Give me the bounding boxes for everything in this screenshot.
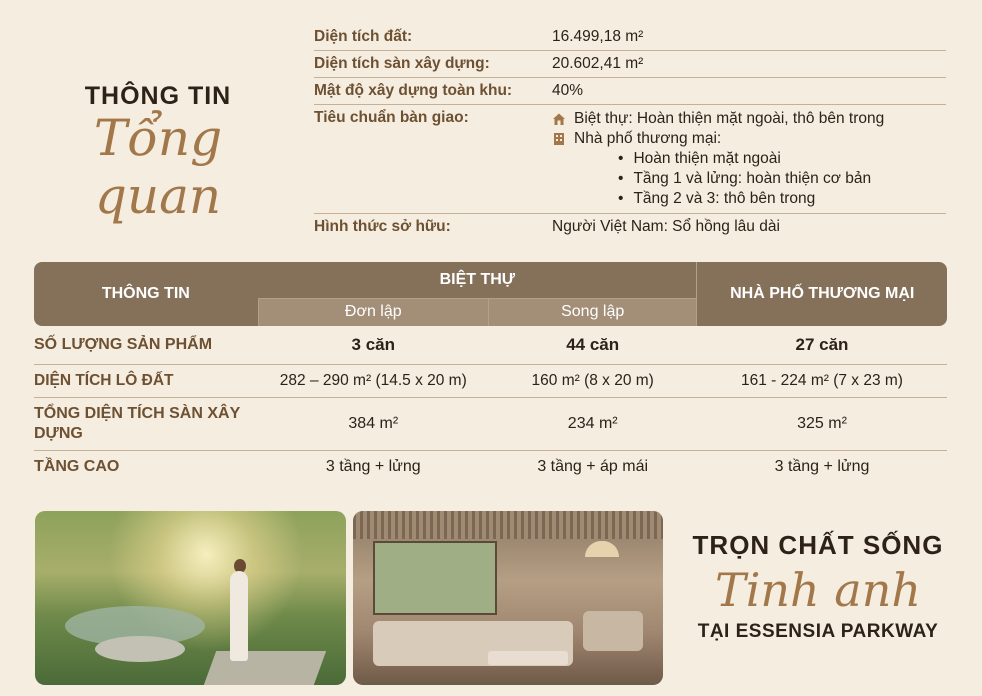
stone-steps: [204, 651, 326, 685]
cell: 3 căn: [258, 326, 488, 365]
table-row: [34, 326, 947, 365]
handover-item: • Tầng 2 và 3: thô bên trong: [552, 189, 946, 209]
window-view: [373, 541, 497, 615]
info-value: 16.499,18 m²: [552, 28, 644, 45]
info-value: 20.602,41 m²: [552, 55, 644, 72]
table-row: [34, 365, 947, 398]
info-label: Mật độ xây dựng toàn khu:: [314, 82, 513, 99]
cell: 160 m² (8 x 20 m): [488, 365, 697, 398]
overview-info: [314, 24, 946, 240]
info-label: Hình thức sở hữu:: [314, 218, 451, 235]
info-row-density: [314, 78, 946, 105]
cell: 161 - 224 m² (7 x 23 m): [697, 365, 947, 398]
cell: 384 m²: [258, 398, 488, 451]
cell: 325 m²: [697, 398, 947, 451]
table-row: [34, 451, 947, 484]
house-icon: [552, 112, 566, 126]
garden-photo: [35, 511, 346, 685]
info-value: Người Việt Nam: Sổ hồng lâu dài: [552, 218, 780, 235]
info-label: Diện tích đất:: [314, 28, 413, 45]
cell: 3 tầng + lửng: [774, 458, 870, 475]
armchair-shape: [583, 611, 643, 651]
header-semi-detached: Song lập: [488, 298, 697, 326]
header-villa: BIỆT THỰ: [258, 262, 697, 298]
tagline-script: Tinh anh: [715, 563, 921, 617]
handover-item: • Tầng 1 và lửng: hoàn thiện cơ bản: [552, 169, 946, 189]
overview-title: [38, 82, 278, 225]
info-label: Tiêu chuẩn bàn giao:: [314, 109, 469, 126]
table-row: [34, 398, 947, 451]
info-value: [552, 109, 946, 209]
row-label: SỐ LƯỢNG SẢN PHẨM: [34, 326, 258, 365]
info-row-floor-area: [314, 51, 946, 78]
tagline: [680, 530, 956, 643]
living-room-photo: [353, 511, 663, 685]
cell: 282 – 290 m² (14.5 x 20 m): [258, 365, 488, 398]
header-detached: Đơn lập: [258, 298, 488, 326]
handover-shophouse: [552, 129, 946, 149]
tagline-line3: TẠI ESSENSIA PARKWAY: [697, 621, 939, 642]
overview-title-script: Tổng quan: [93, 109, 223, 225]
handover-shophouse-text: Nhà phố thương mại:: [574, 130, 722, 147]
handover-villa-text: Biệt thự: Hoàn thiện mặt ngoài, thô bên trong: [574, 110, 885, 127]
handover-item: • Hoàn thiện mặt ngoài: [552, 149, 946, 169]
info-row-ownership: [314, 214, 946, 240]
info-label: Diện tích sàn xây dựng:: [314, 55, 490, 72]
row-label: TỔNG DIỆN TÍCH SÀN XÂY DỰNG: [34, 398, 258, 451]
cell: 234 m²: [488, 398, 697, 451]
handover-villa: [552, 109, 946, 129]
coffee-table-shape: [488, 651, 568, 665]
cell: 44 căn: [488, 326, 697, 365]
pendant-lamp: [585, 541, 619, 557]
tagline-line1: TRỌN CHẤT SỐNG: [692, 530, 944, 560]
cell: 3 tầng + áp mái: [537, 458, 649, 475]
cell: 3 tầng + lửng: [325, 458, 421, 475]
row-label: TẦNG CAO: [34, 458, 120, 475]
row-label: DIỆN TÍCH LÔ ĐẤT: [34, 365, 258, 398]
ceiling-slats: [353, 511, 663, 539]
info-row-handover: [314, 105, 946, 214]
overview-title-line1: THÔNG TIN: [84, 82, 232, 110]
header-shophouse: NHÀ PHỐ THƯƠNG MẠI: [697, 262, 947, 326]
person-figure: [230, 571, 248, 661]
info-row-land-area: [314, 24, 946, 51]
spec-table: [34, 262, 947, 483]
building-icon: [552, 132, 566, 146]
stepping-stone: [95, 636, 185, 662]
header-info: THÔNG TIN: [34, 262, 258, 326]
info-value: 40%: [552, 82, 584, 99]
cell: 27 căn: [697, 326, 947, 365]
